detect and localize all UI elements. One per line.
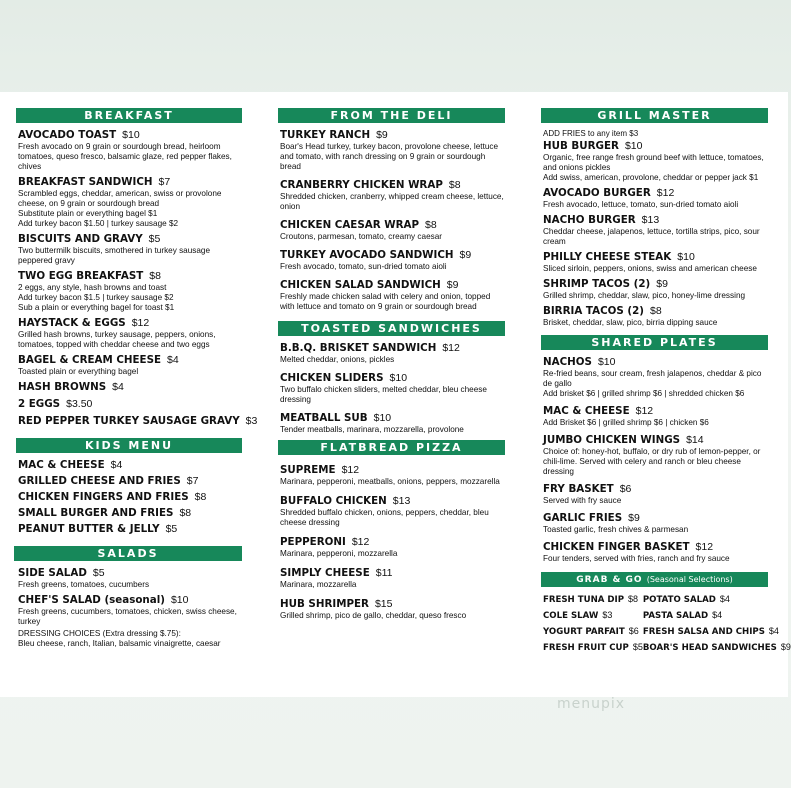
item-name: TWO EGG BREAKFAST <box>18 270 144 282</box>
item-price: $12 <box>695 541 714 553</box>
grab-item <box>543 641 643 654</box>
menu-item <box>543 512 768 535</box>
item-description: Two buttermilk biscuits, smothered in turkey sausage peppered gravy <box>18 246 211 265</box>
menu-item <box>18 176 242 229</box>
item-name: HUB BURGER <box>543 140 619 152</box>
item-price: $12 <box>442 342 460 354</box>
item-price: $3.50 <box>66 398 93 410</box>
toasted-sandwiches-header: TOASTED SANDWICHES <box>278 321 505 336</box>
item-name: PHILLY CHEESE STEAK <box>543 251 672 263</box>
item-name: HASH BROWNS <box>18 381 107 393</box>
item-description: Grilled shrimp, cheddar, slaw, pico, honey-lime dressing <box>543 291 746 300</box>
item-name: JUMBO CHICKEN WINGS <box>543 434 681 446</box>
item-name: FRESH SALSA AND CHIPS <box>642 627 765 637</box>
item-name: NACHOS <box>543 356 592 368</box>
item-addon: Add turkey bacon $1.50 | turkey sausage $2 <box>18 219 179 228</box>
menu-item <box>543 434 768 477</box>
add-fries-detail: to any item $3 <box>587 129 639 138</box>
grab-and-go-list <box>543 593 791 654</box>
menu-item <box>543 278 768 301</box>
item-name: B.B.Q. BRISKET SANDWICH <box>280 342 437 354</box>
item-description: Four tenders, served with fries, ranch and fry sauce <box>543 554 730 563</box>
item-name: COLE SLAW <box>543 611 599 621</box>
grill-master-header: GRILL MASTER <box>541 108 768 123</box>
item-name: CHICKEN FINGER BASKET <box>543 541 690 553</box>
item-price: $3 <box>245 415 258 427</box>
menu-item <box>280 598 505 621</box>
item-price: $10 <box>624 140 643 152</box>
item-price: $4 <box>712 610 723 620</box>
item-price: $7 <box>186 475 199 487</box>
item-price: $4 <box>110 459 123 471</box>
right-column <box>541 108 791 654</box>
menu-item <box>280 219 505 242</box>
item-description: Toasted plain or everything bagel <box>18 367 139 376</box>
item-price: $9 <box>656 278 668 290</box>
grab-item <box>643 609 791 622</box>
item-description: Fresh avocado on 9 grain or sourdough bread, heirloom tomatoes, queso fresco, balsamic glaze, red pepper flakes, chives <box>18 142 232 171</box>
item-price: $9 <box>446 279 459 291</box>
item-description: Fresh greens, tomatoes, cucumbers <box>18 580 150 589</box>
item-description: Organic, free range fresh ground beef with lettuce, tomatoes, and onions pickles <box>543 153 764 172</box>
item-description: Marinara, pepperoni, mozzarella <box>280 549 398 558</box>
item-name: BOAR'S HEAD SANDWICHES <box>642 643 777 653</box>
salads-header: SALADS <box>14 546 242 561</box>
item-addon: Sub a plain or everything bagel for toast $1 <box>18 303 175 312</box>
item-price: $3 <box>602 610 613 620</box>
grab-and-go-title: GRAB & GO <box>576 575 643 585</box>
menu-item <box>280 372 505 405</box>
item-description: Fresh greens, cucumbers, tomatoes, chicken, swiss cheese, turkey <box>18 607 237 626</box>
item-price: $8 <box>179 507 192 519</box>
item-name: PEPPERONI <box>280 536 346 548</box>
item-name: MAC & CHEESE <box>18 459 105 471</box>
grab-and-go-header <box>541 572 768 587</box>
item-name: GRILLED CHEESE AND FRIES <box>18 475 181 487</box>
item-name: BISCUITS AND GRAVY <box>18 233 143 245</box>
item-name: CHICKEN SALAD SANDWICH <box>280 279 441 291</box>
menu-item <box>280 179 505 212</box>
menu-item <box>18 523 242 536</box>
item-description: Croutons, parmesan, tomato, creamy caesar <box>280 232 442 241</box>
menu-item <box>18 594 242 627</box>
watermark: menupix <box>557 696 626 712</box>
menu-item <box>543 356 768 399</box>
item-name: NACHO BURGER <box>543 214 636 226</box>
menu-item <box>280 567 505 590</box>
menu-item <box>543 541 768 564</box>
item-name: GARLIC FRIES <box>543 512 623 524</box>
dressing-choices: Bleu cheese, ranch, Italian, balsamic vinaigrette, caesar <box>18 639 221 648</box>
item-price: $10 <box>373 412 392 424</box>
item-price: $12 <box>656 187 675 199</box>
menu-item <box>280 342 505 365</box>
shared-plates-header: SHARED PLATES <box>541 335 768 350</box>
item-price: $10 <box>597 356 616 368</box>
item-price: $10 <box>122 129 140 141</box>
item-price: $8 <box>650 305 662 317</box>
item-name: RED PEPPER TURKEY SAUSAGE GRAVY <box>18 415 240 427</box>
item-name: SUPREME <box>280 464 336 476</box>
item-price: $6 <box>628 626 639 636</box>
item-price: $12 <box>131 317 150 329</box>
item-price: $7 <box>158 176 171 188</box>
menu-item <box>280 279 505 312</box>
item-price: $12 <box>635 405 654 417</box>
item-name: CHICKEN FINGERS AND FRIES <box>18 491 189 503</box>
item-name: PEANUT BUTTER & JELLY <box>18 523 160 535</box>
menu-item <box>280 464 505 487</box>
item-name: HAYSTACK & EGGS <box>18 317 126 329</box>
item-price: $10 <box>170 594 189 606</box>
grab-item <box>643 641 791 654</box>
menu-item <box>18 459 242 472</box>
item-price: $5 <box>165 523 178 535</box>
menu-item <box>18 270 242 313</box>
grab-and-go-subtitle: (Seasonal Selections) <box>646 575 733 584</box>
menu-item <box>543 251 768 274</box>
item-price: $9 <box>780 642 791 652</box>
item-addon: Add brisket $6 | grilled shrimp $6 | shredded chicken $6 <box>543 389 745 398</box>
breakfast-header: BREAKFAST <box>16 108 242 123</box>
item-name: CHICKEN CAESAR WRAP <box>280 219 420 231</box>
item-price: $11 <box>375 567 393 579</box>
kids-menu-header: KIDS MENU <box>16 438 242 453</box>
item-name: MEATBALL SUB <box>280 412 368 424</box>
flatbread-pizza-header: FLATBREAD PIZZA <box>278 440 505 455</box>
item-name: FRESH TUNA DIP <box>543 595 625 605</box>
item-description: Melted cheddar, onions, pickles <box>280 355 395 364</box>
item-price: $5 <box>92 567 105 579</box>
item-price: $9 <box>376 129 388 141</box>
item-description: Freshly made chicken salad with celery and onion, topped with lettuce and tomato on 9 grain or sourdough bread <box>280 292 491 311</box>
item-price: $8 <box>628 594 639 604</box>
item-price: $13 <box>641 214 660 226</box>
item-name: TURKEY AVOCADO SANDWICH <box>280 249 454 261</box>
item-name: SIMPLY CHEESE <box>280 567 370 579</box>
menu-item <box>18 415 258 428</box>
item-price: $15 <box>374 598 393 610</box>
menu-item <box>543 483 768 506</box>
item-price: $4 <box>167 354 179 366</box>
dressing-choices-title: DRESSING CHOICES (Extra dressing $.75): <box>18 629 181 638</box>
item-name: SMALL BURGER AND FRIES <box>18 507 174 519</box>
item-addon: Substitute plain or everything bagel $1 <box>18 209 158 218</box>
item-name: BIRRIA TACOS (2) <box>543 305 645 317</box>
item-name: AVOCADO TOAST <box>18 129 117 141</box>
item-price: $12 <box>341 464 360 476</box>
item-price: $4 <box>719 594 730 604</box>
item-price: $4 <box>112 381 124 393</box>
item-description: Choice of: honey-hot, buffalo, or dry rub of lemon-pepper, or chili-lime. Served with celery and ranch or bleu cheese dressing <box>543 447 761 476</box>
item-price: $5 <box>148 233 161 245</box>
menu-item <box>543 214 768 247</box>
menu-item <box>18 398 242 411</box>
menu-item <box>543 405 768 428</box>
grab-item <box>643 593 791 606</box>
menu-item <box>280 129 505 172</box>
item-name: SHRIMP TACOS (2) <box>543 278 651 290</box>
item-description: Fresh avocado, tomato, sun-dried tomato aioli <box>280 262 447 271</box>
item-description: Shredded buffalo chicken, onions, peppers, cheddar, bleu cheese dressing <box>280 508 489 527</box>
item-price: $8 <box>149 270 161 282</box>
item-name: CHEF'S SALAD (seasonal) <box>18 594 165 606</box>
menu-item <box>280 536 505 559</box>
item-addon: Add turkey bacon $1.5 | turkey sausage $2 <box>18 293 174 302</box>
menu-item <box>18 129 242 172</box>
item-name: SIDE SALAD <box>18 567 87 579</box>
left-column <box>16 108 258 651</box>
item-name: BREAKFAST SANDWICH <box>18 176 153 188</box>
item-price: $10 <box>677 251 695 263</box>
item-name: HUB SHRIMPER <box>280 598 369 610</box>
item-price: $12 <box>351 536 370 548</box>
item-description: Grilled shrimp, pico de gallo, cheddar, queso fresco <box>280 611 467 620</box>
menu-item <box>18 475 242 488</box>
item-price: $8 <box>194 491 207 503</box>
item-description: Fresh avocado, lettuce, tomato, sun-dried tomato aioli <box>543 200 739 209</box>
item-description: Grilled hash browns, turkey sausage, peppers, onions, tomatoes, topped with cheddar cheese and two eggs <box>18 330 216 349</box>
menu-item <box>280 412 505 435</box>
item-price: $8 <box>425 219 437 231</box>
item-description: Cheddar cheese, jalapenos, lettuce, tortilla strips, pico, sour cream <box>543 227 760 246</box>
menu-item <box>543 305 768 328</box>
item-name: YOGURT PARFAIT <box>543 627 625 637</box>
item-description: Brisket, cheddar, slaw, pico, birria dipping sauce <box>543 318 718 327</box>
item-price: $4 <box>768 626 779 636</box>
item-price: $6 <box>619 483 632 495</box>
item-name: PASTA SALAD <box>642 611 709 621</box>
item-description: Tender meatballs, marinara, mozzarella, provolone <box>280 425 464 434</box>
item-name: FRY BASKET <box>543 483 614 495</box>
item-name: CRANBERRY CHICKEN WRAP <box>280 179 443 191</box>
item-name: BUFFALO CHICKEN <box>280 495 387 507</box>
item-name: MAC & CHEESE <box>543 405 630 417</box>
add-fries-label: ADD FRIES <box>543 129 586 138</box>
menu-item <box>280 249 505 272</box>
menu-item <box>18 317 242 350</box>
deli-header: FROM THE DELI <box>278 108 505 123</box>
item-name: BAGEL & CREAM CHEESE <box>18 354 162 366</box>
grab-item <box>543 593 643 606</box>
grab-item <box>543 609 643 622</box>
item-price: $9 <box>459 249 472 261</box>
item-price: $14 <box>686 434 704 446</box>
middle-column <box>278 108 505 625</box>
menu-item <box>18 507 242 520</box>
item-name: AVOCADO BURGER <box>543 187 651 199</box>
menu-item <box>543 140 768 183</box>
item-description: Toasted garlic, fresh chives & parmesan <box>543 525 689 534</box>
item-description: Marinara, mozzarella <box>280 580 357 589</box>
item-addon: Add Brisket $6 | grilled shrimp $6 | chicken $6 <box>543 418 709 427</box>
item-name: FRESH FRUIT CUP <box>543 643 629 653</box>
item-name: CHICKEN SLIDERS <box>280 372 384 384</box>
item-description: Marinara, pepperoni, meatballs, onions, peppers, mozzarella <box>280 477 500 486</box>
menu-item <box>280 495 505 528</box>
menu-item <box>18 381 242 394</box>
item-price: $8 <box>448 179 461 191</box>
item-description: Two buffalo chicken sliders, melted cheddar, bleu cheese dressing <box>280 385 487 404</box>
menu-item <box>543 187 768 210</box>
add-fries-note <box>543 129 768 139</box>
grab-item <box>643 625 791 638</box>
menu-item <box>18 491 242 504</box>
menu-item <box>18 354 242 377</box>
item-description: Sliced sirloin, peppers, onions, swiss and american cheese <box>543 264 757 273</box>
item-description: Re-fried beans, sour cream, fresh jalapenos, cheddar & pico de gallo <box>543 369 762 388</box>
menu-item <box>18 233 242 266</box>
item-addon: Add swiss, american, provolone, cheddar or pepper jack $1 <box>543 173 759 182</box>
item-description: 2 eggs, any style, hash browns and toast <box>18 283 167 292</box>
item-price: $13 <box>392 495 411 507</box>
item-price: $9 <box>628 512 640 524</box>
item-name: 2 EGGS <box>18 398 61 410</box>
item-name: POTATO SALAD <box>642 595 716 605</box>
item-description: Served with fry sauce <box>543 496 622 505</box>
item-description: Boar's Head turkey, turkey bacon, provolone cheese, lettuce and tomato, with ranch dressing on 9 grain or sourdough bread <box>280 142 499 171</box>
menu-item <box>18 567 242 590</box>
item-description: Shredded chicken, cranberry, whipped cream cheese, lettuce, onion <box>280 192 504 211</box>
item-description: Scrambled eggs, cheddar, american, swiss or provolone cheese, on 9 grain or sourdough bread <box>18 189 222 208</box>
item-price: $10 <box>389 372 408 384</box>
item-price: $5 <box>632 642 643 652</box>
grab-item <box>543 625 643 638</box>
item-name: TURKEY RANCH <box>280 129 371 141</box>
